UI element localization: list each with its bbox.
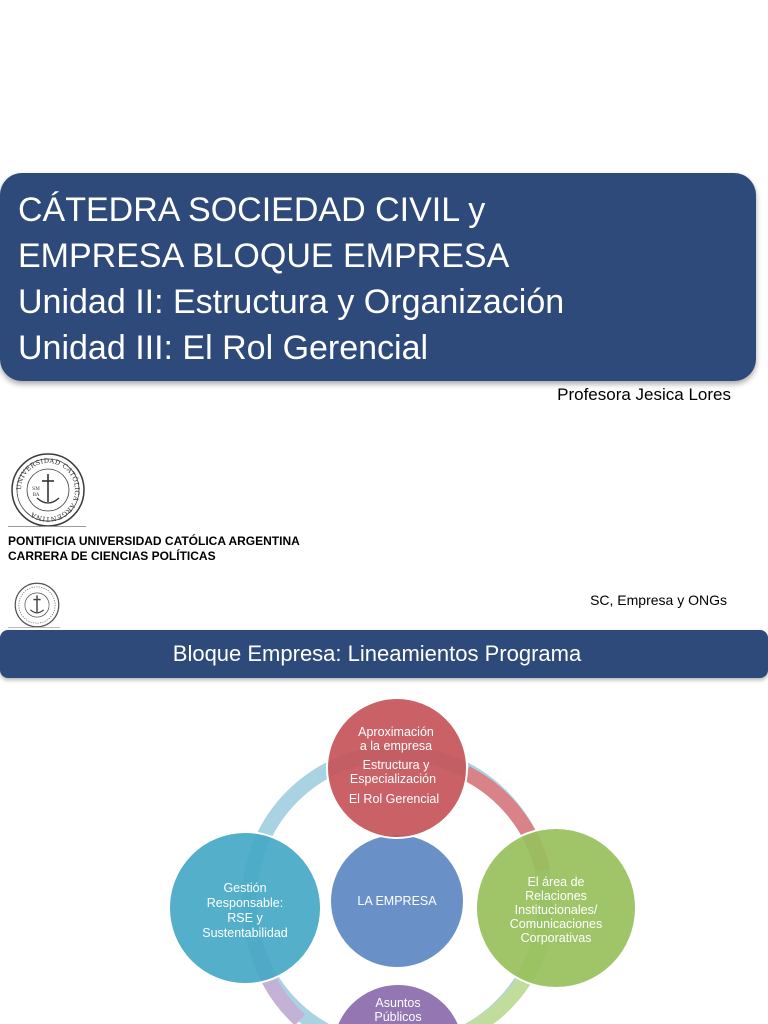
university-seal-logo-small bbox=[14, 582, 60, 628]
svg-text:Relaciones: Relaciones bbox=[525, 889, 587, 903]
slide-header-label: SC, Empresa y ONGs bbox=[590, 592, 727, 608]
svg-text:Públicos: Públicos bbox=[374, 1010, 422, 1024]
professor-name: Profesora Jesica Lores bbox=[557, 385, 731, 404]
svg-text:El área de: El área de bbox=[527, 875, 585, 889]
university-seal-logo bbox=[10, 452, 86, 528]
svg-text:Institucionales/: Institucionales/ bbox=[514, 903, 598, 917]
title-line: Unidad II: Estructura y Organización bbox=[18, 283, 565, 321]
svg-text:UNIVERSIDAD CATÓLICA ARGENTINA: UNIVERSIDAD CATÓLICA ARGENTINA bbox=[14, 456, 82, 524]
node-left bbox=[169, 832, 321, 984]
section-banner bbox=[0, 630, 768, 678]
slide-title-box bbox=[0, 173, 756, 381]
node-center bbox=[330, 834, 464, 968]
svg-text:Asuntos: Asuntos bbox=[375, 996, 421, 1010]
divider bbox=[8, 526, 86, 527]
svg-text:BA: BA bbox=[32, 493, 40, 498]
university-name: PONTIFICIA UNIVERSIDAD CATÓLICA ARGENTINA bbox=[8, 534, 300, 548]
svg-text:Comunicaciones: Comunicaciones bbox=[509, 917, 603, 931]
svg-text:Especialización: Especialización bbox=[349, 772, 437, 786]
svg-text:Estructura y: Estructura y bbox=[362, 758, 430, 772]
node-right bbox=[476, 828, 636, 988]
title-line: EMPRESA BLOQUE EMPRESA bbox=[18, 237, 510, 275]
node-bottom bbox=[332, 984, 464, 1024]
career-name: CARRERA DE CIENCIAS POLÍTICAS bbox=[8, 549, 216, 563]
svg-text:SM: SM bbox=[32, 487, 40, 492]
cycle-diagram bbox=[0, 680, 768, 1024]
svg-text:Sustentabilidad: Sustentabilidad bbox=[202, 926, 288, 940]
svg-text:Responsable:: Responsable: bbox=[206, 896, 284, 910]
title-line: CÁTEDRA SOCIEDAD CIVIL y bbox=[18, 191, 486, 229]
svg-text:Aproximación: Aproximación bbox=[358, 725, 434, 739]
title-line: Unidad III: El Rol Gerencial bbox=[18, 329, 429, 367]
svg-text:Gestión: Gestión bbox=[223, 881, 267, 895]
divider bbox=[8, 627, 60, 628]
svg-text:Corporativas: Corporativas bbox=[520, 931, 592, 945]
svg-text:El Rol Gerencial: El Rol Gerencial bbox=[348, 792, 440, 806]
svg-text:LA EMPRESA: LA EMPRESA bbox=[357, 894, 437, 908]
university-name-block bbox=[8, 534, 300, 564]
banner-title: Bloque Empresa: Lineamientos Programa bbox=[172, 641, 582, 666]
node-top bbox=[327, 698, 467, 838]
svg-text:RSE y: RSE y bbox=[227, 911, 263, 925]
svg-text:a la empresa: a la empresa bbox=[359, 739, 433, 753]
